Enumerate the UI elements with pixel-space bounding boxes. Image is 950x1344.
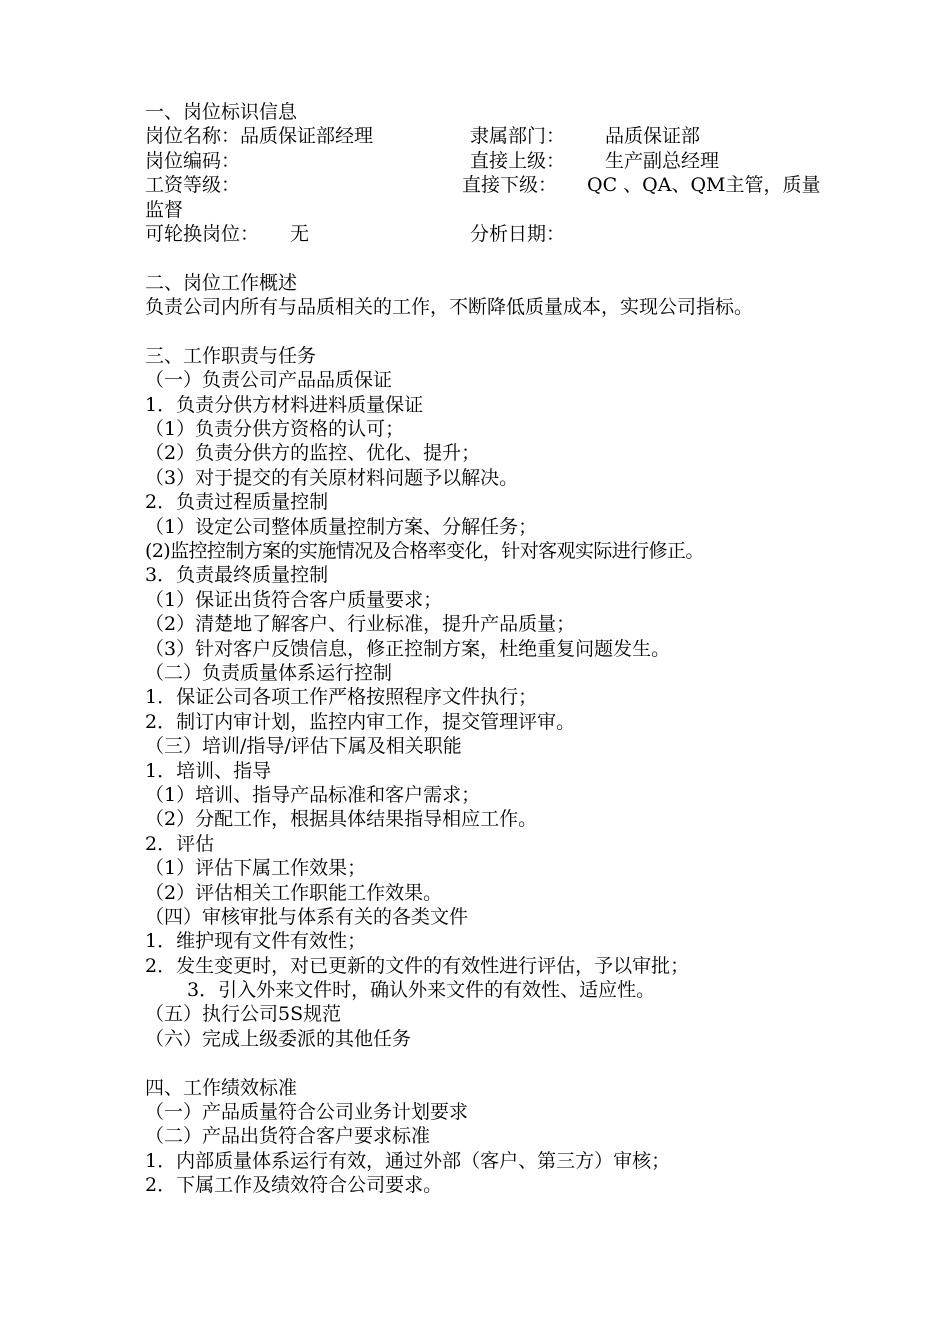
section4-heading: 四、工作绩效标准 bbox=[145, 1076, 298, 1099]
rotation-value: 无 bbox=[290, 222, 310, 245]
section2-heading: 二、岗位工作概述 bbox=[145, 271, 298, 294]
duty-line: （1）保证出货符合客户质量要求； bbox=[145, 588, 443, 611]
duty-line: （1）负责分供方资格的认可； bbox=[145, 418, 405, 441]
info-row-3 bbox=[145, 173, 835, 197]
duty-line: （3）对于提交的有关原材料问题予以解决。 bbox=[145, 466, 519, 489]
subordinate-continuation: 监督 bbox=[145, 198, 184, 221]
duty-line: 3．负责最终质量控制 bbox=[145, 564, 329, 587]
superior-value: 生产副总经理 bbox=[605, 149, 720, 172]
section1-heading: 一、岗位标识信息 bbox=[145, 101, 298, 123]
duty-line: （三）培训/指导/评估下属及相关职能 bbox=[145, 735, 462, 758]
superior-label: 直接上级： bbox=[470, 149, 566, 172]
duty-line: （四）审核审批与体系有关的各类文件 bbox=[145, 905, 469, 928]
duty-line: （六）完成上级委派的其他任务 bbox=[145, 1027, 412, 1050]
duty-line: （2）清楚地了解客户、行业标准，提升产品质量； bbox=[145, 613, 576, 636]
duty-line: 1．培训、指导 bbox=[145, 759, 272, 782]
duty-line: （1）设定公司整体质量控制方案、分解任务； bbox=[145, 515, 538, 538]
section2-text: 负责公司内所有与品质相关的工作，不断降低质量成本，实现公司指标。 bbox=[145, 296, 754, 319]
duty-line: （五）执行公司5S规范 bbox=[145, 1003, 342, 1026]
standard-line: （二）产品出货符合客户要求标准 bbox=[145, 1125, 431, 1148]
duty-line: 2．评估 bbox=[145, 832, 215, 855]
rotation-label: 可轮换岗位： bbox=[145, 222, 260, 245]
duty-line: （2）负责分供方的监控、优化、提升； bbox=[145, 442, 481, 465]
post-name: 岗位名称：品质保证部经理 bbox=[145, 125, 374, 148]
analysis-date-label: 分析日期： bbox=[470, 222, 566, 245]
info-row-4 bbox=[145, 222, 835, 246]
standard-line: 2．下属工作及绩效符合公司要求。 bbox=[145, 1174, 443, 1197]
duty-line-indented: 3．引入外来文件时，确认外来文件的有效性、适应性。 bbox=[187, 979, 656, 1002]
duty-line: 2．发生变更时，对已更新的文件的有效性进行评估，予以审批； bbox=[145, 954, 690, 977]
duty-line: （2）分配工作，根据具体结果指导相应工作。 bbox=[145, 808, 538, 831]
dept-label: 隶属部门： bbox=[470, 125, 566, 148]
duty-line: 2．负责过程质量控制 bbox=[145, 491, 329, 514]
duty-line: 1．负责分供方材料进料质量保证 bbox=[145, 393, 424, 416]
spacer bbox=[145, 246, 835, 270]
standard-line: 1．内部质量体系运行有效，通过外部（客户、第三方）审核； bbox=[145, 1149, 671, 1172]
standard-line: （一）产品质量符合公司业务计划要求 bbox=[145, 1101, 469, 1124]
salary-label: 工资等级： bbox=[145, 174, 241, 197]
duty-line: (2)监控控制方案的实施情况及合格率变化，针对客观实际进行修正。 bbox=[145, 540, 704, 563]
duty-line: 1．维护现有文件有效性； bbox=[145, 930, 367, 953]
duty-line: （二）负责质量体系运行控制 bbox=[145, 662, 393, 684]
dept-value: 品质保证部 bbox=[605, 125, 701, 148]
duty-line: （1）培训、指导产品标准和客户需求； bbox=[145, 783, 481, 806]
section3-heading: 三、工作职责与任务 bbox=[145, 344, 317, 367]
spacer bbox=[145, 1051, 835, 1075]
subordinate-label: 直接下级： bbox=[462, 174, 558, 197]
subordinate-value: QC 、QA、QM主管，质量 bbox=[587, 174, 821, 197]
duty-line: 2．制订内审计划，监控内审工作，提交管理评审。 bbox=[145, 710, 576, 733]
spacer bbox=[145, 320, 835, 344]
duty-line: （2）评估相关工作职能工作效果。 bbox=[145, 881, 443, 904]
duty-line: （3）针对客户反馈信息，修正控制方案，杜绝重复问题发生。 bbox=[145, 637, 671, 660]
document-page bbox=[145, 100, 835, 1198]
post-code-label: 岗位编码： bbox=[145, 149, 241, 172]
duty-line: （一）负责公司产品品质保证 bbox=[145, 369, 393, 392]
duty-line: （1）评估下属工作效果； bbox=[145, 857, 367, 880]
info-row-2 bbox=[145, 149, 835, 173]
info-row-1 bbox=[145, 124, 835, 148]
duty-line: 1．保证公司各项工作严格按照程序文件执行； bbox=[145, 686, 538, 709]
